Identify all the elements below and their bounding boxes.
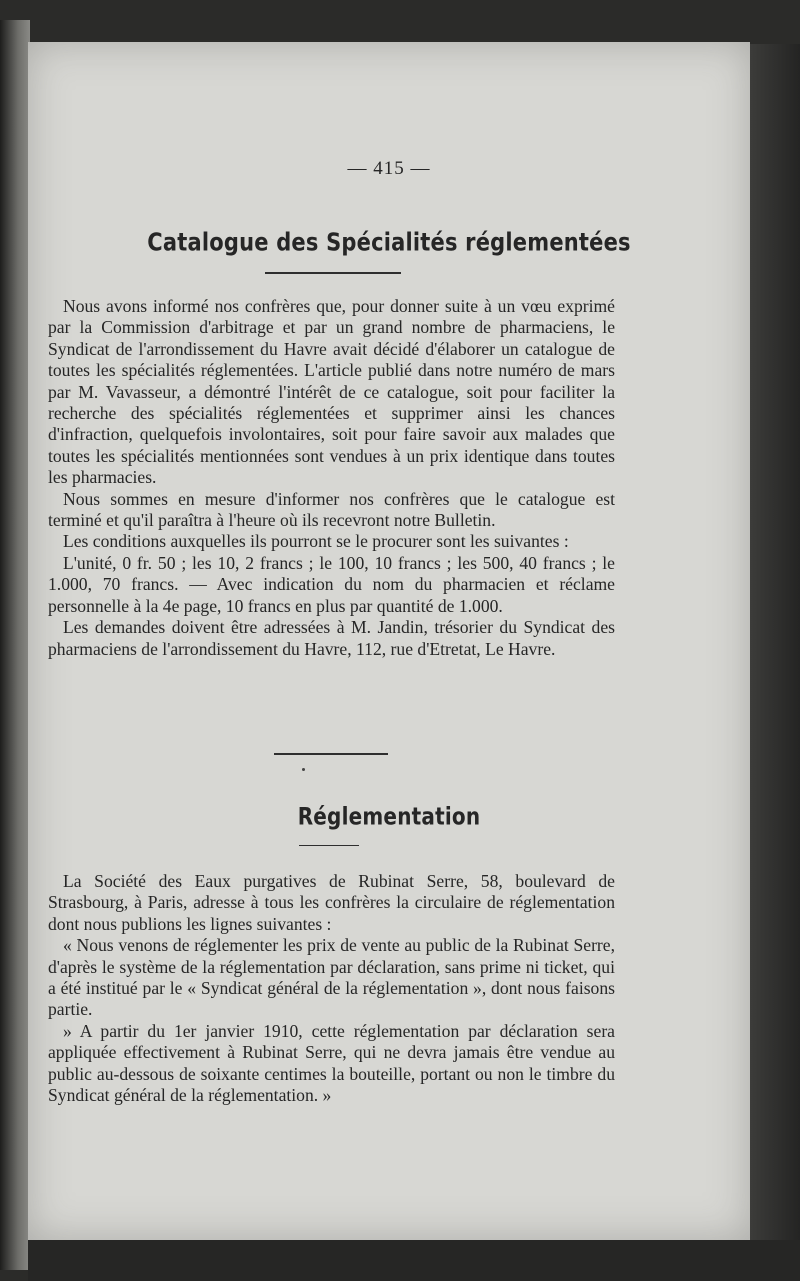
scan-background [750,44,800,1281]
paragraph: » A partir du 1er janvier 1910, cette réglementation par déclaration sera appliquée effectivement à Rubinat Serre, qui ne devra jamais être vendue au public au-dessous de soixante centimes la bouteille, portant ou non le timbre du Syndicat général de la réglementation. » [48,1020,615,1106]
paragraph: La Société des Eaux purgatives de Rubinat Serre, 58, boulevard de Strasbourg, à Paris, adresse à tous les confrères la circulaire de réglementation dont nous publions les lignes suivantes : [48,871,615,934]
section-title-catalogue: Catalogue des Spécialités réglementées [147,227,631,257]
section-divider [274,753,388,755]
paragraph: Les conditions auxquelles ils pourront se le procurer sont les suivantes : [63,531,569,552]
section-body-catalogue [48,296,615,660]
paragraph: Les demandes doivent être adressées à M. Jandin, trésorier du Syndicat des pharmaciens de l'arrondissement du Havre, 112, rue d'Etretat, Le Havre. [48,617,615,659]
book-spine-edge [0,20,30,1270]
section-body-reglementation [48,871,615,1106]
paragraph: L'unité, 0 fr. 50 ; les 10, 2 francs ; le 100, 10 francs ; les 500, 40 francs ; le 1.000, 70 francs. — Avec indication du nom du pharmacien et réclame personnelle à la 4e page, 10 francs en plus par quantité de 1.000. [48,552,615,616]
paragraph: « Nous venons de réglementer les prix de vente au public de la Rubinat Serre, d'après le système de la réglementation par déclaration, sans prime ni ticket, qui a été institué par le « Syndicat général de la réglementation », dont nous faisons partie. [48,935,615,1020]
document-page [28,42,750,1240]
paragraph: Nous avons informé nos confrères que, pour donner suite à un vœu exprimé par la Commission d'arbitrage et par un grand nombre de pharmaciens, le Syndicat de l'arrondissement du Havre avait décidé d'élaborer un catalogue de toutes les spécialités réglementées. L'article publié dans notre numéro de mars par M. Vavasseur, a démontré l'intérêt de ce catalogue, soit pour faciliter la recherche des spécialités réglementées et supprimer ainsi les chances d'infraction, quelquefois involontaires, soit pour faire savoir aux malades que toutes les spécialités mentionnées sont vendues à un prix identique dans toutes les pharmacies. [48,296,615,488]
title-underline [299,845,359,846]
ornament-dot [302,768,305,771]
title-underline [265,272,401,274]
section-title-reglementation: Réglementation [297,801,481,831]
scan-background-bottom [28,1240,800,1281]
page-number: — 415 — [347,158,431,179]
paragraph: Nous sommes en mesure d'informer nos confrères que le catalogue est terminé et qu'il paraîtra à l'heure où ils recevront notre Bulletin. [48,488,615,531]
